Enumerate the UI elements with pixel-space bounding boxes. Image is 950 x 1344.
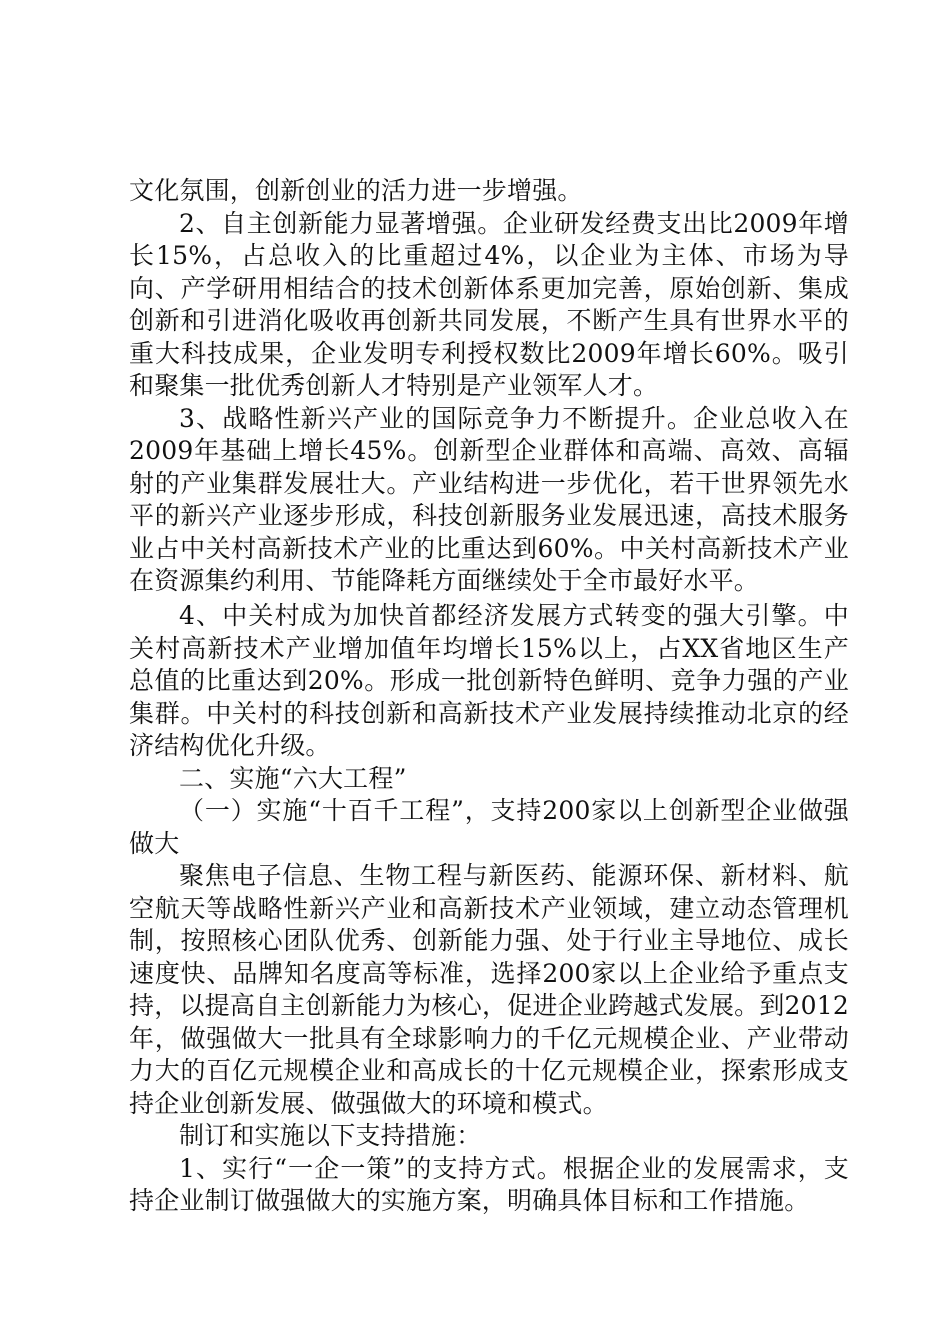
paragraph-measure-1: 1、实行“一企一策”的支持方式。根据企业的发展需求，支持企业制订做强做大的实施方案，明确具体目标和工作措施。 — [129, 1153, 849, 1215]
subsection-heading: （一）实施“十百千工程”，支持200家以上创新型企业做强做大 — [129, 796, 849, 858]
paragraph-item-3: 3、战略性新兴产业的国际竞争力不断提升。企业总收入在2009年基础上增长45%。创新型企业群体和高端、高效、高辐射的产业集群发展壮大。产业结构进一步优化，若干世界领先水平的新兴产业逐步形成，科技创新服务业发展迅速，高技术服务业占中关村高新技术产业的比重达到60%。中关村高新技术产业在资源集约利用、节能降耗方面继续处于全市最好水平。 — [129, 403, 849, 595]
text-block-1 — [129, 175, 849, 598]
paragraph-continuation: 文化氛围，创新创业的活力进一步增强。 — [129, 176, 583, 205]
section-heading: 二、实施“六大工程” — [179, 763, 407, 793]
text-block-2 — [129, 600, 849, 1218]
paragraph-measures-intro: 制订和实施以下支持措施： — [179, 1121, 482, 1150]
paragraph-item-4: 4、中关村成为加快首都经济发展方式转变的强大引擎。中关村高新技术产业增加值年均增长15%以上，占XX省地区生产总值的比重达到20%。形成一批创新特色鲜明、竞争力强的产业集群。中关村的科技创新和高新技术产业发展持续推动北京的经济结构优化升级。 — [129, 601, 849, 760]
paragraph-body: 聚焦电子信息、生物工程与新医药、能源环保、新材料、航空航天等战略性新兴产业和高新技术产业领域，建立动态管理机制，按照核心团队优秀、创新能力强、处于行业主导地位、成长速度快、品牌知名度高等标准，选择200家以上企业给予重点支持，以提高自主创新能力为核心，促进企业跨越式发展。到2012年，做强做大一批具有全球影响力的千亿元规模企业、产业带动力大的百亿元规模企业和高成长的十亿元规模企业，探索形成支持企业创新发展、做强做大的环境和模式。 — [129, 861, 849, 1118]
paragraph-item-2: 2、自主创新能力显著增强。企业研发经费支出比2009年增长15%，占总收入的比重超过4%，以企业为主体、市场为导向、产学研用相结合的技术创新体系更加完善，原始创新、集成创新和引进消化吸收再创新共同发展，不断产生具有世界水平的重大科技成果，企业发明专利授权数比2009年增长60%。吸引和聚集一批优秀创新人才特别是产业领军人才。 — [129, 208, 849, 400]
